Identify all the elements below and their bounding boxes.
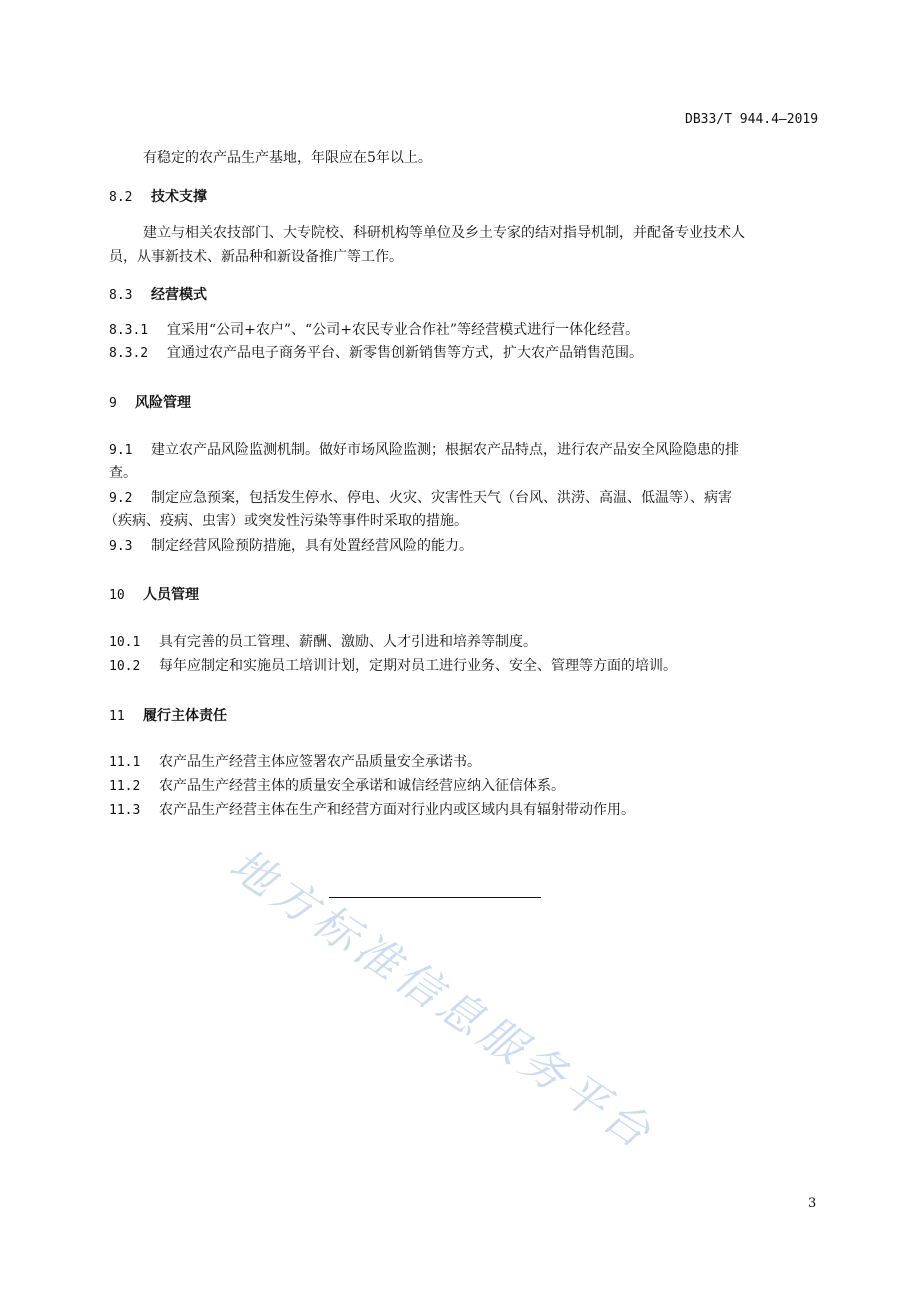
clause-10-2 [109,655,677,678]
section-title: 经营模式 [151,287,207,303]
clause-text: 宜采用“公司+农户”、“公司+农民专业合作社”等经营模式进行一体化经营。 [167,322,640,338]
end-rule [329,897,541,898]
clause-text: 制定经营风险预防措施，具有处置经营风险的能力。 [151,538,473,554]
clause-number: 8.3.1 [109,323,149,338]
clause-number: 8.3.2 [109,346,149,361]
section-title: 人员管理 [143,587,199,603]
clause-text: 农产品生产经营主体的质量安全承诺和诚信经营应纳入征信体系。 [159,778,565,794]
clause-11-1 [109,751,481,774]
clause-text: 每年应制定和实施员工培训计划，定期对员工进行业务、安全、管理等方面的培训。 [159,658,677,674]
clause-9-2-line-1 [109,487,732,510]
clause-9-1-line-1 [109,439,739,462]
watermark: 地方标准信息服务平台 [220,839,664,1161]
clause-number: 11.2 [109,779,141,794]
section-8-2-text-line-2: 员，从事新技术、新品种和新设备推广等工作。 [109,249,403,265]
clause-10-1 [109,631,537,654]
intro-paragraph: 有稳定的农产品生产基地，年限应在5年以上。 [143,150,432,166]
clause-11-3 [109,799,635,822]
clause-8-3-2 [109,342,643,365]
section-title: 履行主体责任 [143,708,227,724]
clause-number: 9.3 [109,539,133,554]
clause-9-1-line-2: 查。 [109,465,137,481]
section-title: 风险管理 [135,395,191,411]
clause-number: 10.2 [109,659,141,674]
section-11-heading [109,705,227,725]
clause-text: 宜通过农产品电子商务平台、新零售创新销售等方式，扩大农产品销售范围。 [167,345,643,361]
clause-text: 制定应急预案，包括发生停水、停电、火灾、灾害性天气（台风、洪涝、高温、低温等）、病害 [151,490,732,506]
section-number: 11 [109,709,125,724]
section-8-2-text-line-1: 建立与相关农技部门、大专院校、科研机构等单位及乡土专家的结对指导机制，并配备专业技术人 [143,225,745,241]
section-number: 8.3 [109,288,133,303]
section-title: 技术支撑 [151,189,207,205]
clause-number: 9.1 [109,443,133,458]
clause-number: 10.1 [109,635,141,650]
clause-9-2-line-2: （疾病、疫病、虫害）或突发性污染等事件时采取的措施。 [104,513,468,529]
document-code: DB33/T 944.4—2019 [685,112,819,127]
section-8-2-heading [109,186,207,206]
section-number: 9 [109,396,117,411]
page-number: 3 [808,1196,817,1211]
clause-text: 具有完善的员工管理、薪酬、激励、人才引进和培养等制度。 [159,634,537,650]
section-9-heading [109,392,191,412]
section-number: 8.2 [109,190,133,205]
clause-text: 农产品生产经营主体在生产和经营方面对行业内或区域内具有辐射带动作用。 [159,802,635,818]
clause-8-3-1 [109,319,639,342]
clause-11-2 [109,775,565,798]
clause-number: 9.2 [109,491,133,506]
clause-text: 建立农产品风险监测机制。做好市场风险监测；根据农产品特点，进行农产品安全风险隐患的排 [151,442,739,458]
clause-9-3 [109,535,473,558]
section-8-3-heading [109,284,207,304]
section-10-heading [109,584,199,604]
clause-number: 11.3 [109,803,141,818]
clause-text: 农产品生产经营主体应签署农产品质量安全承诺书。 [159,754,481,770]
clause-number: 11.1 [109,755,141,770]
section-number: 10 [109,588,125,603]
